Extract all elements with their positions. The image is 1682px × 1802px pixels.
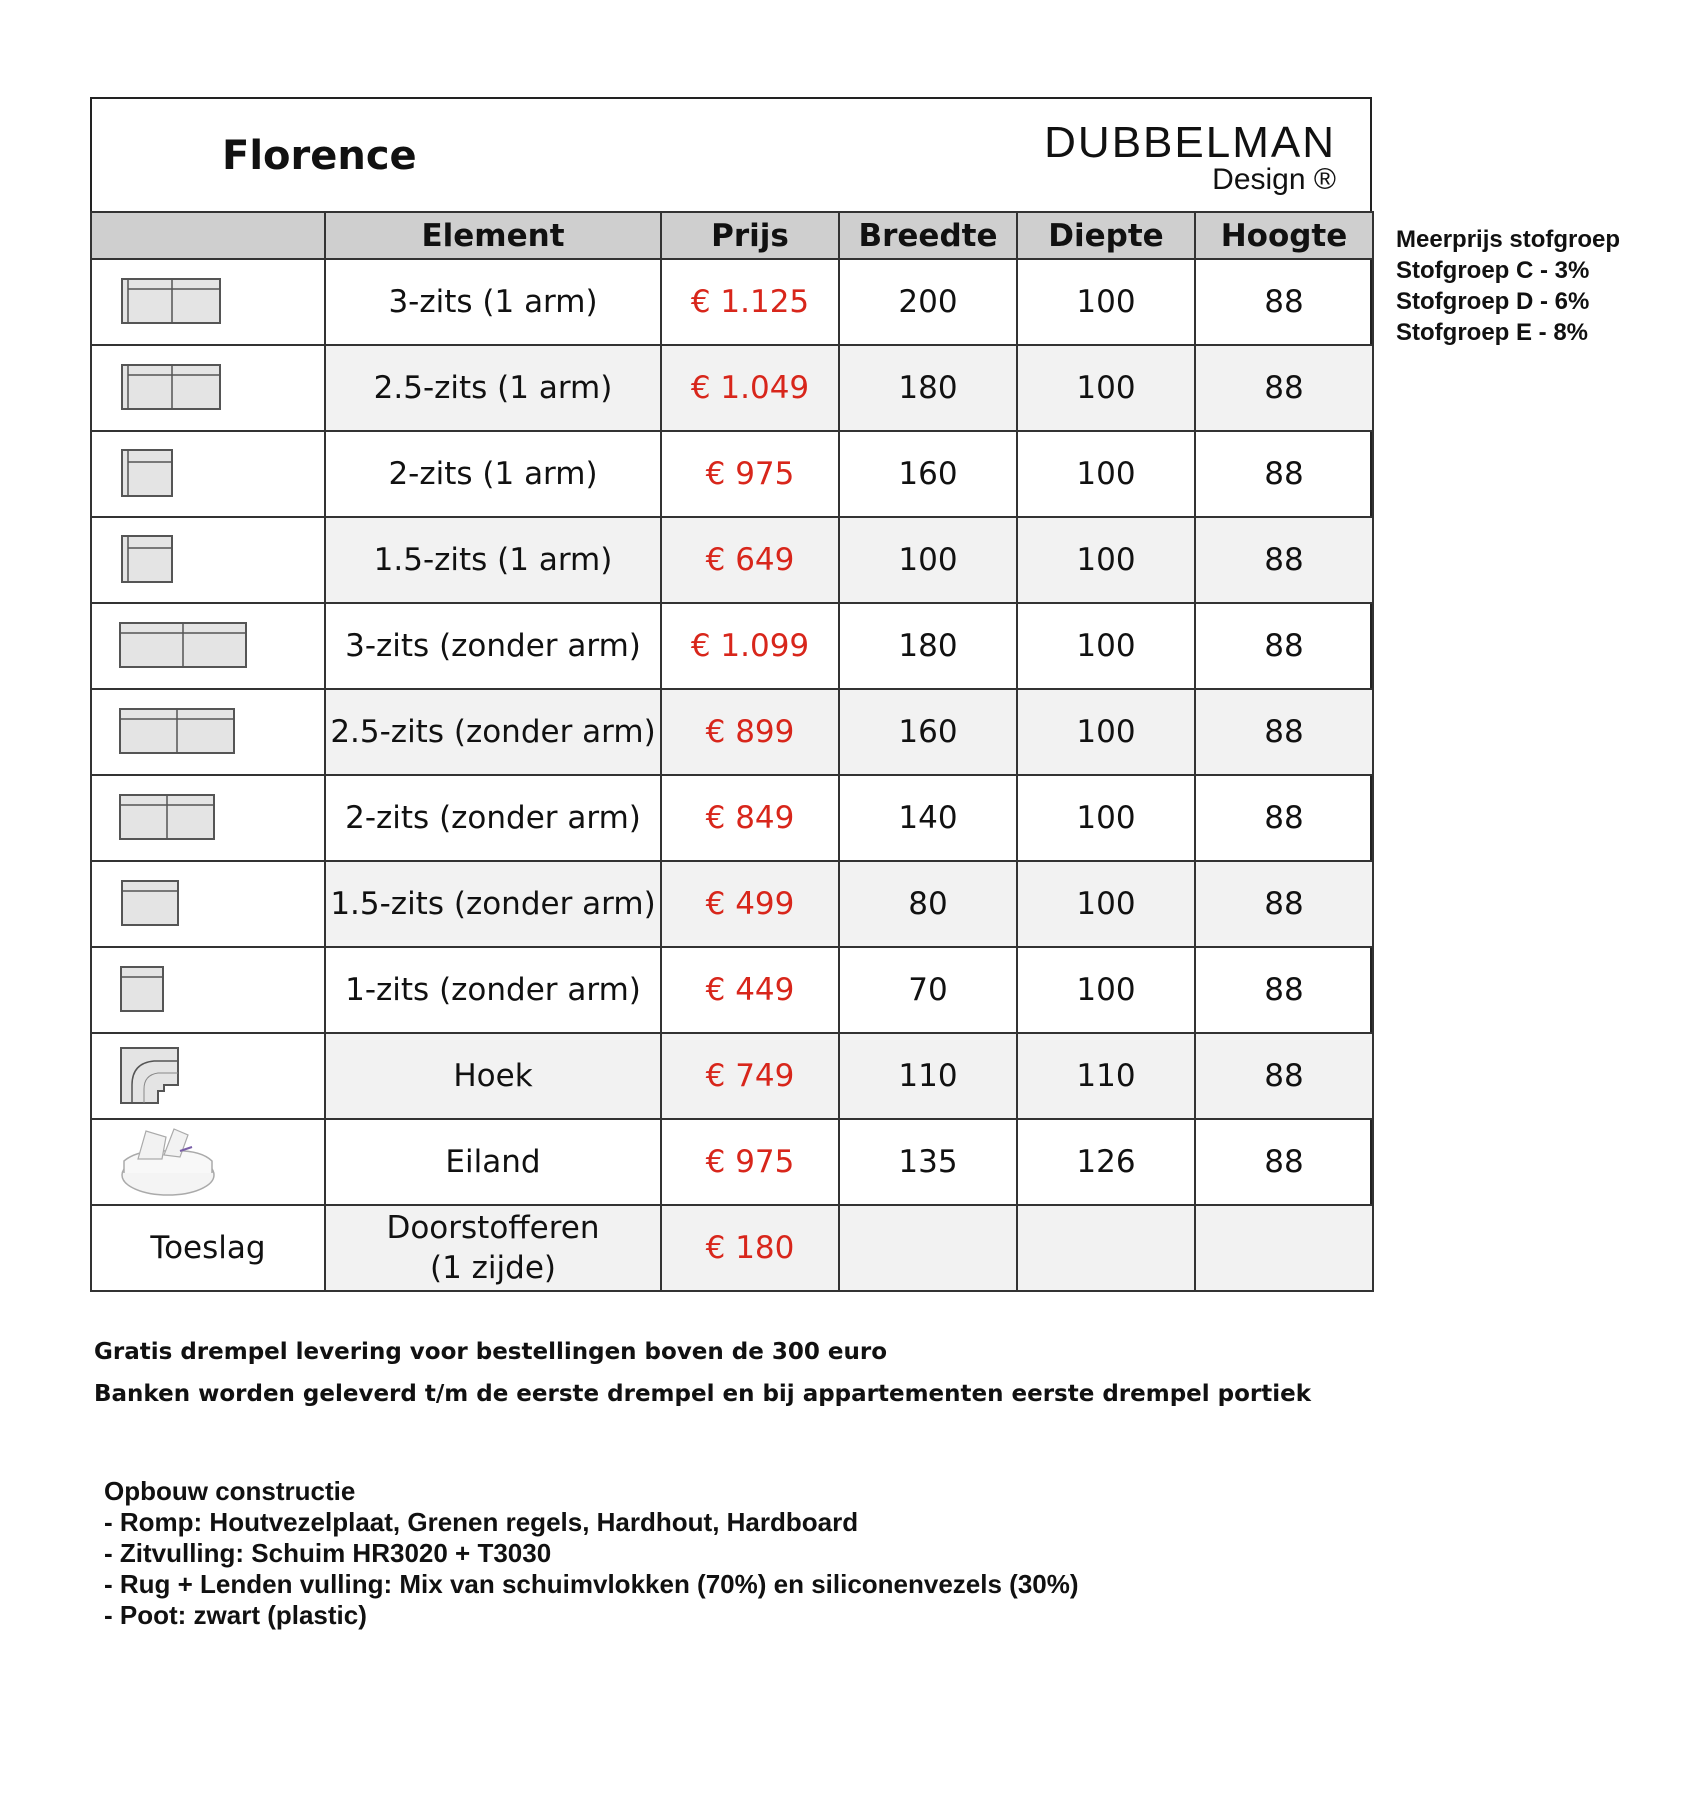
header-element: Element: [325, 212, 661, 259]
sofa-1-5-seat-no-arm-icon: [118, 879, 324, 929]
cell-diepte: 100: [1017, 259, 1195, 345]
cell-prijs: € 1.049: [661, 345, 839, 431]
sofa-1-seat-no-arm-icon: [118, 965, 324, 1015]
cell-breedte: 80: [839, 861, 1017, 947]
toeslag-prijs: € 180: [661, 1205, 839, 1291]
header-prijs: Prijs: [661, 212, 839, 259]
cell-element: 2-zits (1 arm): [325, 431, 661, 517]
table-header-row: [91, 212, 1373, 259]
brand-name: DUBBELMAN: [1044, 118, 1336, 167]
header-diepte: Diepte: [1017, 212, 1195, 259]
cell-breedte: 140: [839, 775, 1017, 861]
table-row: [91, 517, 1373, 603]
cell-diepte: 100: [1017, 947, 1195, 1033]
toeslag-element: [325, 1205, 661, 1291]
cell-breedte: 180: [839, 603, 1017, 689]
delivery-note: Banken worden geleverd t/m de eerste drempel en bij appartementen eerste drempel portiek: [94, 1381, 1312, 1407]
construction-item: - Rug + Lenden vulling: Mix van schuimvlokken (70%) en siliconenvezels (30%): [104, 1569, 1079, 1599]
cell-prijs: € 849: [661, 775, 839, 861]
cell-breedte: 100: [839, 517, 1017, 603]
cell-element: 2.5-zits (zonder arm): [325, 689, 661, 775]
cell-prijs: € 1.125: [661, 259, 839, 345]
table-row: [91, 345, 1373, 431]
toeslag-element-line1: Doorstofferen: [386, 1210, 600, 1246]
toeslag-row: [91, 1205, 1373, 1291]
toeslag-empty-breedte: [839, 1205, 1017, 1291]
cell-element: Eiland: [325, 1119, 661, 1205]
cell-hoogte: 88: [1195, 947, 1373, 1033]
toeslag-empty-diepte: [1017, 1205, 1195, 1291]
header-icon-col: [91, 212, 325, 259]
cell-prijs: € 749: [661, 1033, 839, 1119]
table-row: [91, 1119, 1373, 1205]
cell-breedte: 110: [839, 1033, 1017, 1119]
cell-diepte: 100: [1017, 603, 1195, 689]
construction-item: - Romp: Houtvezelplaat, Grenen regels, Hardhout, Hardboard: [104, 1507, 859, 1537]
table-row: [91, 947, 1373, 1033]
cell-diepte: 110: [1017, 1033, 1195, 1119]
sofa-2-seat-no-arm-icon: [118, 793, 324, 843]
cell-prijs: € 899: [661, 689, 839, 775]
cell-prijs: € 449: [661, 947, 839, 1033]
product-title: Florence: [222, 133, 417, 179]
cell-hoogte: 88: [1195, 517, 1373, 603]
meerprijs-item: Stofgroep E - 8%: [1396, 319, 1589, 346]
cell-hoogte: 88: [1195, 345, 1373, 431]
cell-prijs: € 1.099: [661, 603, 839, 689]
cell-diepte: 100: [1017, 861, 1195, 947]
header-breedte: Breedte: [839, 212, 1017, 259]
cell-diepte: 100: [1017, 431, 1195, 517]
cell-diepte: 100: [1017, 517, 1195, 603]
sofa-2-seat-one-arm-icon: [118, 448, 324, 500]
cell-element: Hoek: [325, 1033, 661, 1119]
cell-breedte: 135: [839, 1119, 1017, 1205]
cell-hoogte: 88: [1195, 861, 1373, 947]
cell-element: 3-zits (zonder arm): [325, 603, 661, 689]
delivery-note: Gratis drempel levering voor bestellingen boven de 300 euro: [94, 1339, 887, 1365]
construction-item: - Zitvulling: Schuim HR3020 + T3030: [104, 1538, 552, 1568]
cell-diepte: 126: [1017, 1119, 1195, 1205]
cell-diepte: 100: [1017, 345, 1195, 431]
table-row: [91, 259, 1373, 345]
construction-item: - Poot: zwart (plastic): [104, 1600, 367, 1630]
header-hoogte: Hoogte: [1195, 212, 1373, 259]
brand-logo: [1044, 118, 1336, 196]
cell-hoogte: 88: [1195, 775, 1373, 861]
cell-hoogte: 88: [1195, 431, 1373, 517]
cell-breedte: 160: [839, 689, 1017, 775]
table-row: [91, 603, 1373, 689]
cell-breedte: 200: [839, 259, 1017, 345]
cell-breedte: 160: [839, 431, 1017, 517]
island-element-icon: [118, 1125, 324, 1199]
cell-element: 1.5-zits (zonder arm): [325, 861, 661, 947]
meerprijs-block: [1396, 224, 1620, 348]
sofa-3-seat-no-arm-icon: [118, 621, 324, 671]
meerprijs-title: Meerprijs stofgroep: [1396, 226, 1621, 253]
cell-hoogte: 88: [1195, 1119, 1373, 1205]
price-table: [90, 211, 1374, 1292]
table-row: [91, 775, 1373, 861]
cell-breedte: 70: [839, 947, 1017, 1033]
corner-element-icon: [118, 1045, 324, 1107]
price-sheet: [90, 97, 1372, 1289]
sofa-3-seat-one-arm-icon: [118, 277, 324, 327]
table-row: [91, 861, 1373, 947]
construction-title: Opbouw constructie: [104, 1476, 356, 1506]
cell-diepte: 100: [1017, 775, 1195, 861]
cell-prijs: € 975: [661, 1119, 839, 1205]
cell-diepte: 100: [1017, 689, 1195, 775]
delivery-notes: [94, 1331, 1311, 1415]
toeslag-element-line2: (1 zijde): [429, 1250, 556, 1286]
cell-element: 1.5-zits (1 arm): [325, 517, 661, 603]
cell-element: 1-zits (zonder arm): [325, 947, 661, 1033]
cell-prijs: € 499: [661, 861, 839, 947]
brand-sub: Design ®: [1212, 163, 1336, 196]
cell-element: 2.5-zits (1 arm): [325, 345, 661, 431]
cell-prijs: € 975: [661, 431, 839, 517]
cell-element: 2-zits (zonder arm): [325, 775, 661, 861]
sofa-2-5-seat-no-arm-icon: [118, 707, 324, 757]
cell-prijs: € 649: [661, 517, 839, 603]
construction-block: [104, 1476, 1079, 1631]
toeslag-empty-hoogte: [1195, 1205, 1373, 1291]
cell-hoogte: 88: [1195, 603, 1373, 689]
table-row: [91, 431, 1373, 517]
meerprijs-item: Stofgroep D - 6%: [1396, 288, 1590, 315]
table-row: [91, 1033, 1373, 1119]
sofa-1-5-seat-one-arm-icon: [118, 534, 324, 586]
meerprijs-item: Stofgroep C - 3%: [1396, 257, 1590, 284]
table-row: [91, 689, 1373, 775]
sofa-2-5-seat-one-arm-icon: [118, 363, 324, 413]
title-row: [92, 99, 1370, 211]
cell-hoogte: 88: [1195, 689, 1373, 775]
cell-breedte: 180: [839, 345, 1017, 431]
cell-hoogte: 88: [1195, 1033, 1373, 1119]
cell-element: 3-zits (1 arm): [325, 259, 661, 345]
toeslag-label: Toeslag: [91, 1205, 325, 1291]
cell-hoogte: 88: [1195, 259, 1373, 345]
